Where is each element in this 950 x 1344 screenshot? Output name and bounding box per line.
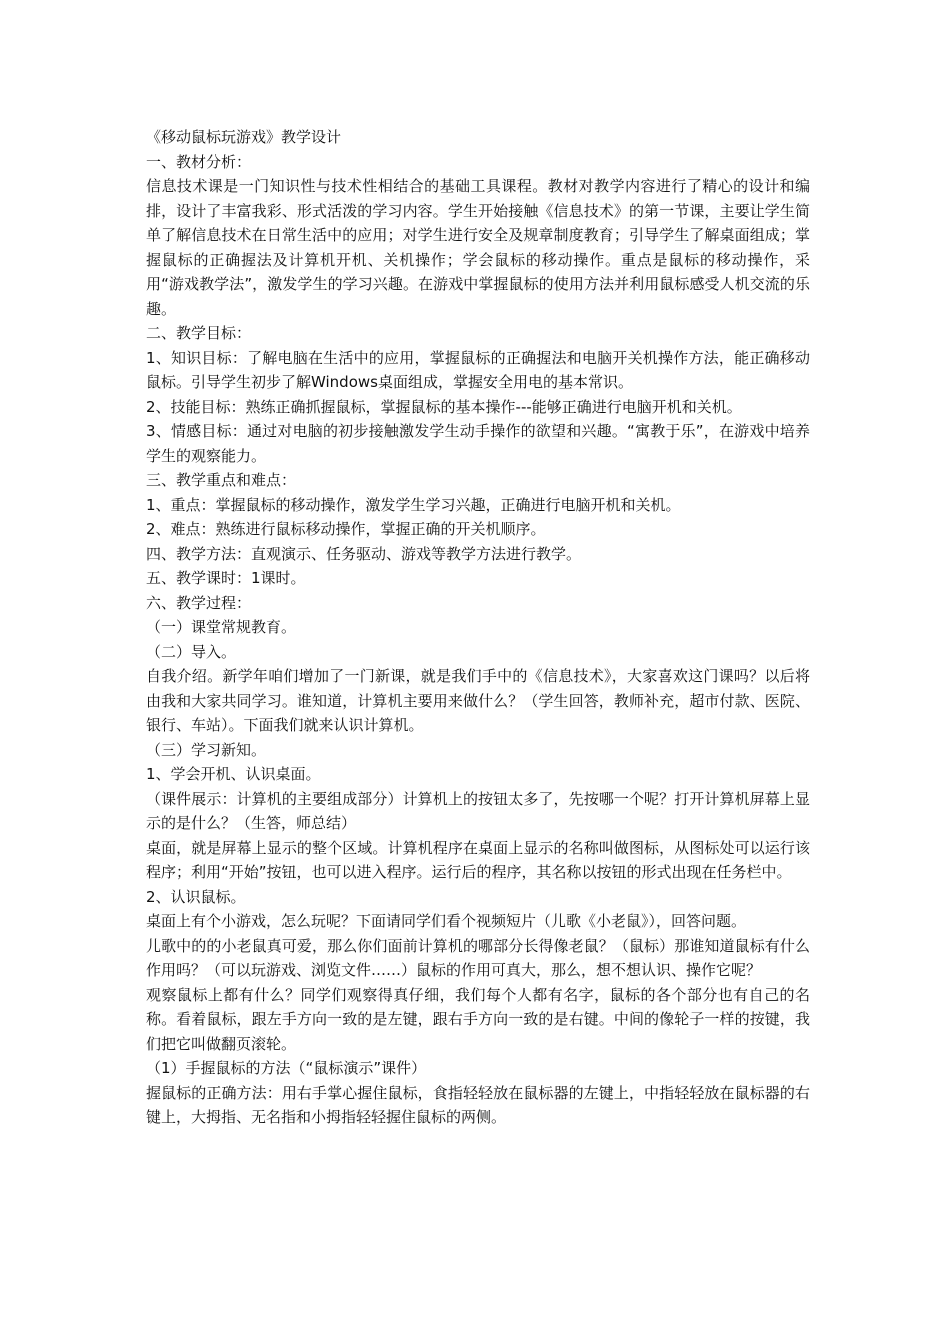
body-paragraph: 1、知识目标：了解电脑在生活中的应用，掌握鼠标的正确握法和电脑开关机操作方法，能正确移动鼠标。引导学生初步了解Windows桌面组成，掌握安全用电的基本常识。 <box>146 348 810 391</box>
body-paragraph: （课件展示：计算机的主要组成部分）计算机上的按钮太多了，先按哪一个呢？打开计算机屏幕上显示的是什么？（生答，师总结） <box>146 789 810 832</box>
body-paragraph: 3、情感目标：通过对电脑的初步接触激发学生动手操作的欲望和兴趣。“寓教于乐”，在游戏中培养学生的观察能力。 <box>146 422 810 465</box>
body-line: （一）课堂常规教育。 <box>146 618 297 636</box>
body-paragraph: 握鼠标的正确方法：用右手掌心握住鼠标，食指轻轻放在鼠标器的左键上，中指轻轻放在鼠标器的右键上，大拇指、无名指和小拇指轻轻握住鼠标的两侧。 <box>146 1083 810 1126</box>
body-line: 二、教学目标： <box>146 324 252 342</box>
body-line: 1、重点：掌握鼠标的移动操作，激发学生学习兴趣，正确进行电脑开机和关机。 <box>146 495 681 514</box>
body-paragraph: 观察鼠标上都有什么？同学们观察得真仔细，我们每个人都有名字，鼠标的各个部分也有自己的名称。看着鼠标，跟左手方向一致的是左键，跟右手方向一致的是右键。中间的像轮子一样的按键，我们把它叫做翻页滚轮。 <box>146 985 810 1053</box>
document-title: 《移动鼠标玩游戏》教学设计 <box>146 128 342 146</box>
body-line: 2、认识鼠标。 <box>146 887 246 906</box>
body-paragraph: 自我介绍。新学年咱们增加了一门新课，就是我们手中的《信息技术》，大家喜欢这门课吗？以后将由我和大家共同学习。谁知道，计算机主要用来做什么？（学生回答，教师补充，超市付款、医院、银行、车站）。下面我们就来认识计算机。 <box>146 667 810 734</box>
body-line: 2、难点：熟练进行鼠标移动操作，掌握正确的开关机顺序。 <box>146 520 546 538</box>
body-line: 六、教学过程： <box>146 593 252 612</box>
body-paragraph: 信息技术课是一门知识性与技术性相结合的基础工具课程。教材对教学内容进行了精心的设计和编排，设计了丰富我彩、形式活泼的学习内容。学生开始接触《信息技术》的第一节课，主要让学生简单了解信息技术在日常生活中的应用；对学生进行安全及规章制度教育；引导学生了解桌面组成；掌握鼠标的正确握法及计算机开机、关机操作；学会鼠标的移动操作。重点是鼠标的移动操作，采用“游戏教学法”，激发学生的学习兴趣。在游戏中掌握鼠标的使用方法并利用鼠标感受人机交流的乐趣。 <box>146 177 810 318</box>
body-line: 2、技能目标：熟练正确抓握鼠标，掌握鼠标的基本操作---能够正确进行电脑开机和关机。 <box>146 397 742 416</box>
body-line: （1）手握鼠标的方法（“鼠标演示”课件） <box>146 1059 427 1077</box>
body-line: 1、学会开机、认识桌面。 <box>146 765 321 783</box>
body-line: 一、教材分析： <box>146 152 252 171</box>
body-line: 五、教学课时：1课时。 <box>146 569 306 587</box>
body-paragraph: 桌面上有个小游戏，怎么玩呢？下面请同学们看个视频短片（儿歌《小老鼠》），回答问题。 <box>146 912 747 930</box>
document-body <box>146 150 810 1130</box>
body-line: （二）导入。 <box>146 642 237 661</box>
body-line: 四、教学方法：直观演示、任务驱动、游戏等教学方法进行教学。 <box>146 544 582 563</box>
body-line: 三、教学重点和难点： <box>146 471 297 489</box>
body-paragraph: 儿歌中的的小老鼠真可爱，那么你们面前计算机的哪部分长得像老鼠？（鼠标）那谁知道鼠标有什么作用吗？（可以玩游戏、浏览文件……）鼠标的作用可真大，那么，想不想认识、操作它呢？ <box>146 936 810 979</box>
document-page <box>146 125 810 1130</box>
body-paragraph: 桌面，就是屏幕上显示的整个区域。计算机程序在桌面上显示的名称叫做图标，从图标处可以运行该程序；利用“开始”按钮，也可以进入程序。运行后的程序，其名称以按钮的形式出现在任务栏中。 <box>146 838 810 881</box>
body-line: （三）学习新知。 <box>146 740 267 759</box>
